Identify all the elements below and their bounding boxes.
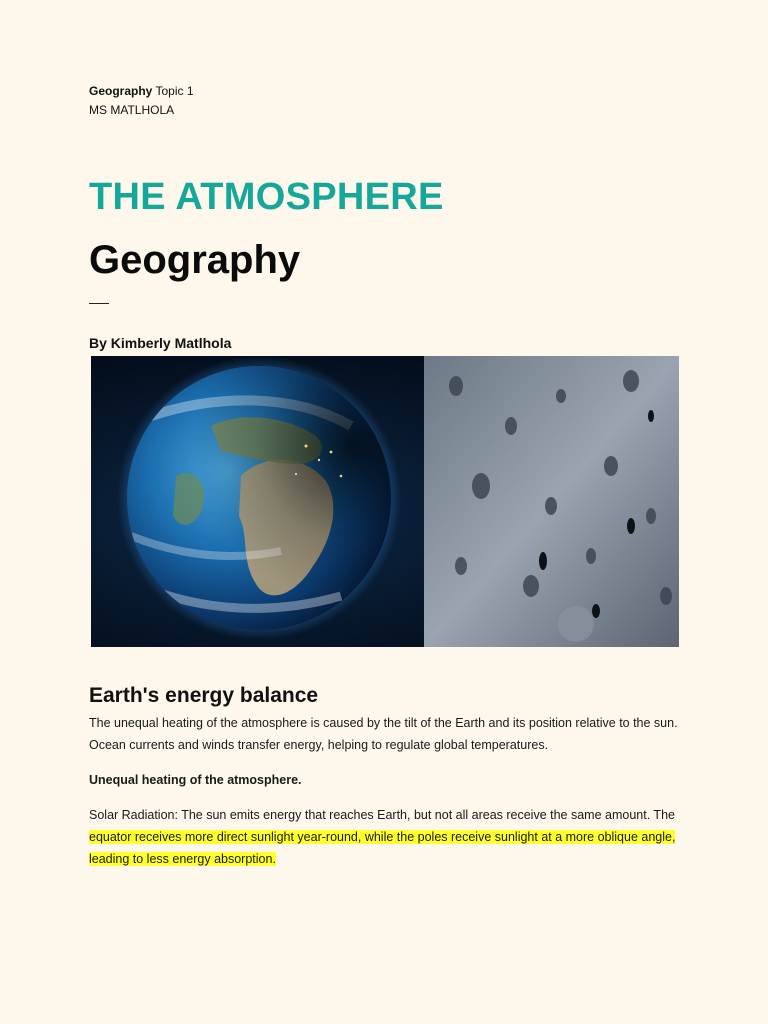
section-heading: Earth's energy balance — [89, 684, 319, 707]
document-title: THE ATMOSPHERE — [89, 176, 444, 218]
course-subject: Geography — [89, 84, 153, 98]
teacher-name: MS MATLHOLA — [89, 103, 175, 117]
highlighted-text: equator receives more direct sunlight year-round, while the poles receive sunlight at a more oblique angle, leading to less energy absorption. — [89, 830, 676, 866]
paragraph-intro: The unequal heating of the atmosphere is caused by the tilt of the Earth and its position relative to the sun. Ocean currents and winds transfer energy, helping to regulate global temperatures. — [89, 716, 678, 752]
earth-moon-illustration — [91, 356, 679, 647]
document-subtitle: Geography — [89, 238, 301, 282]
title-divider — [89, 303, 109, 304]
course-line — [89, 84, 194, 98]
earth-moon-image — [91, 356, 679, 647]
paragraph-solar-radiation — [89, 804, 679, 870]
author-byline: By Kimberly Matlhola — [89, 335, 232, 351]
subsection-heading: Unequal heating of the atmosphere. — [89, 773, 302, 787]
course-topic: Topic 1 — [155, 84, 194, 98]
paragraph-text: Solar Radiation: The sun emits energy that reaches Earth, but not all areas receive the same amount. The — [89, 808, 675, 822]
